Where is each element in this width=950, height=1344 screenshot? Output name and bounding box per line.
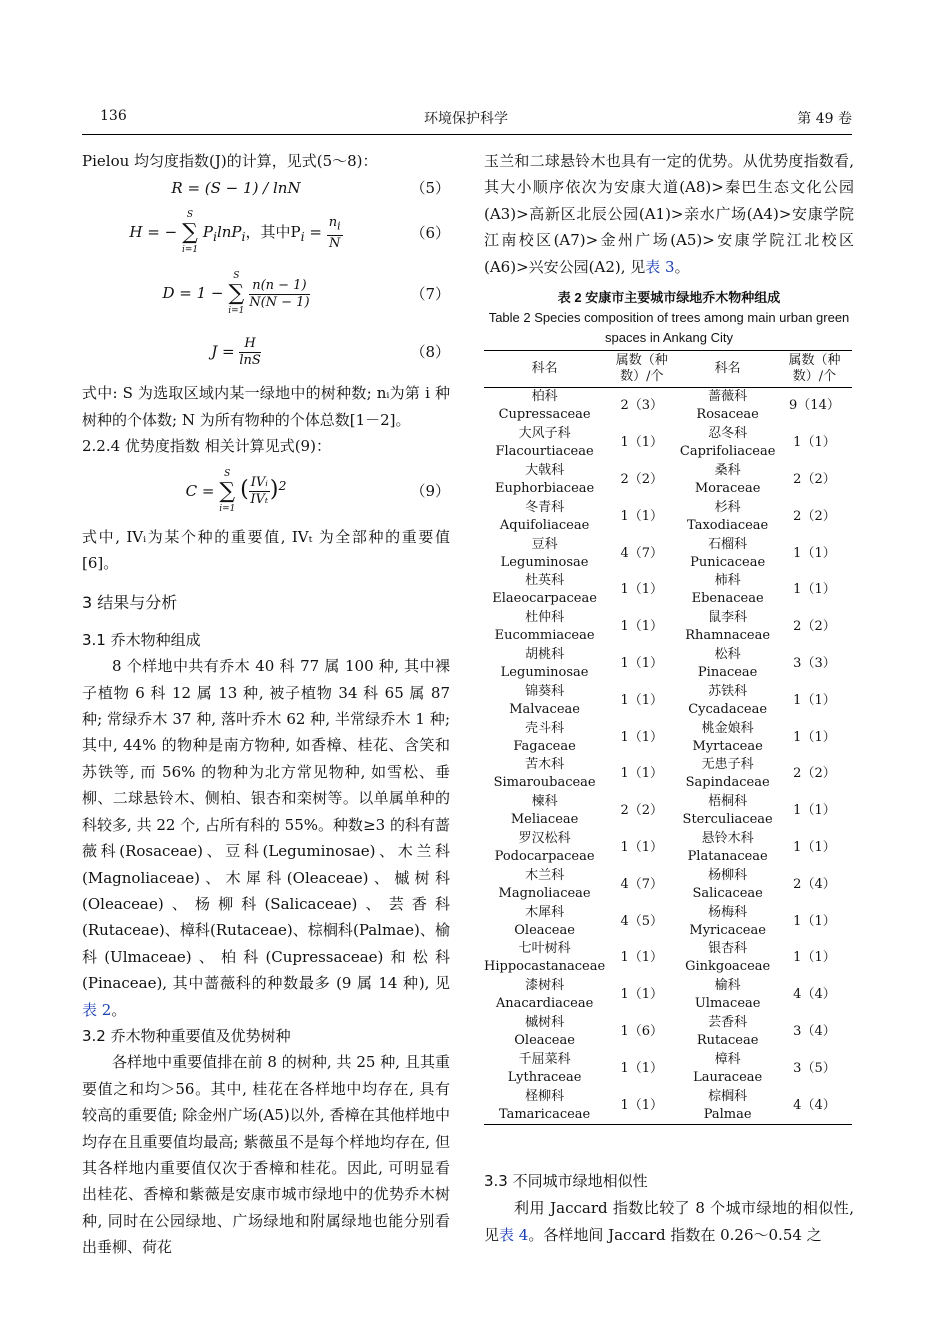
genus-species-count: 1（1）: [620, 950, 664, 966]
family-name: 胡桃科 Leguminosae: [500, 647, 589, 680]
family-name: 豆科 Leguminosae: [500, 536, 589, 570]
page-number: 136: [100, 108, 127, 124]
family-name: 杨柳科 Salicaceae: [692, 867, 763, 901]
genus-species-count: 4（7）: [620, 545, 664, 561]
family-name: 苏铁科 Cycadaceae: [688, 683, 768, 717]
family-name: 七叶树科 Hippocastanaceae: [484, 941, 606, 975]
genus-species-count: 1（1）: [620, 729, 664, 745]
family-name: 壳斗科 Fagaceae: [513, 720, 576, 754]
family-name: 柿科 Ebenaceae: [691, 573, 764, 607]
family-name: 楝科 Meliaceae: [510, 794, 579, 828]
family-name: 木兰科 Magnoliaceae: [498, 867, 591, 901]
genus-species-count: 3（5）: [793, 1060, 836, 1076]
species-table: [484, 350, 852, 1125]
table-row: [484, 682, 852, 719]
genus-species-count: 1（1）: [793, 803, 836, 819]
table-row: [484, 535, 852, 572]
col-header: 科名: [531, 361, 558, 377]
section-3-heading: 3 结果与分析: [82, 593, 178, 613]
genus-species-count: 2（2）: [793, 766, 836, 782]
genus-species-count: 2（3）: [620, 398, 664, 414]
section-3-1-heading: 3.1 乔木物种组成: [82, 630, 201, 649]
intro-text: Pielou 均匀度指数(J)的计算，见式(5～8)：: [82, 152, 378, 170]
genus-species-count: 1（1）: [620, 1097, 664, 1113]
genus-species-count: 1（1）: [620, 619, 664, 635]
family-name: 鼠李科 Rhamnaceae: [685, 610, 771, 644]
equation-7: D = 1 − S ∑ i=1 $\frac{n(n - 1)}{N(N - 1)}$ （7）: [162, 271, 450, 317]
genus-species-count: 1（1）: [620, 1060, 664, 1076]
genus-species-count: 2（4）: [793, 876, 836, 892]
table-row: [484, 498, 852, 535]
genus-species-count: 2（2）: [793, 508, 836, 524]
genus-species-count: 1（1）: [793, 839, 836, 855]
genus-species-count: 3（3）: [793, 656, 836, 671]
section-3-1-text: 8 个样地中共有乔木 40 科 77 属 100 种, 其中裸子植物 6 科 12 属 13 种, 被子植物 34 科 65 属 87 种; 常绿乔木 37 种, 落叶乔木 62 种, 半常绿乔木 1 种; 其中, 44% 的物种是南方物种, 如香樟、桂花、含笑和苏铁等, 而 56% 的物种为北方常见物种, 如雪松、垂柳、二球悬铃木、侧柏、银杏和栾树等。以单属单种的科较多, 共 22 个, 占所有科的 55%。种数≥3 的科有蔷薇科(Rosaceae)、豆科(Leguminosae)、木兰科(Magnoliaceae)、木犀科(Oleaceae)、槭树科(Oleaceae)、杨柳科(Salicaceae)、芸香科(Rutaceae)、樟科(Rutaceae)、棕榈科(Palmae)、榆科(Ulmaceae)、柏科(Cupressaceae)和松科(Pinaceae), 其中蔷薇科的种数最多 (9 属 14 种), 见表 2。: [82, 657, 450, 1019]
genus-species-count: 4（4）: [793, 1097, 836, 1113]
table-row: [484, 646, 852, 683]
family-name: 苦木科 Simaroubaceae: [493, 757, 596, 791]
family-name: 桃金娘科 Myrtaceae: [692, 720, 763, 754]
header-rule: [82, 134, 852, 135]
genus-species-count: 1（1）: [620, 839, 664, 855]
family-name: 芸香科 Rutaceae: [696, 1014, 759, 1048]
genus-species-count: 1（1）: [793, 435, 836, 451]
table-row: [484, 940, 852, 977]
table-row: [484, 388, 852, 425]
equation-6: H = − S ∑ i=1 $P_i\ln P_i$，其中$P_i$ = $\frac{n_i}{N}$ （6）: [129, 210, 450, 256]
family-name: 蔷薇科 Rosaceae: [696, 389, 759, 423]
equation-9: C = S ∑ i=1 ( $\frac{\text{IVᵢ}}{\text{IVₜ}}$ )$^2$ （9）: [185, 468, 450, 514]
genus-species-count: 1（1）: [620, 435, 664, 451]
table-row: [484, 425, 852, 462]
col-header: 属数（种数）/个: [788, 353, 841, 385]
section-3-3-heading: 3.3 不同城市绿地相似性: [484, 1172, 648, 1190]
family-name: 忍冬科 Caprifoliaceae: [679, 426, 776, 460]
table-row: [484, 462, 852, 499]
table-row: [484, 903, 852, 940]
genus-species-count: 1（1）: [620, 987, 664, 1003]
continued-text: 玉兰和二球悬铃木也具有一定的优势。从优势度指数看, 其大小顺序依次为安康大道(A8)>秦巴生态文化公园(A3)>高新区北辰公园(A1)>亲水广场(A4)>安康学院江南校区(A7)>金州广场(A5)>安康学院江北校区(A6)>兴安公园(A2), 见表 3。: [484, 152, 854, 276]
section-3-3: [484, 1168, 854, 1249]
genus-species-count: 4（7）: [620, 876, 664, 892]
table-row: [484, 793, 852, 830]
volume: 第 49 卷: [797, 111, 852, 127]
genus-species-count: 1（1）: [793, 582, 836, 598]
col-header: 属数（种数）/个: [615, 353, 668, 385]
table-row: [484, 609, 852, 646]
right-column: [484, 148, 854, 1125]
family-name: 大戟科 Euphorbiaceae: [494, 463, 595, 497]
col-header: 科名: [714, 361, 741, 377]
family-name: 大风子科 Flacourtiaceae: [495, 426, 594, 460]
definition-2: 式中, IVᵢ为某个种的重要值, IVₜ 为全部种的重要值[6]。: [82, 527, 450, 573]
table-row: [484, 1087, 852, 1124]
section-3-3-text: 利用 Jaccard 指数比较了 8 个城市绿地的相似性, 见表 4。各样地间 Jaccard 指数在 0.26～0.54 之: [484, 1199, 854, 1244]
family-name: 柏科 Cupressaceae: [498, 389, 591, 423]
family-name: 千屈菜科 Lythraceae: [507, 1051, 582, 1085]
family-name: 樟科 Lauraceae: [693, 1051, 763, 1085]
equation-8: J = $\frac{H}{\ln S}$ （8）: [211, 335, 450, 368]
family-name: 杉科 Taxodiaceae: [687, 499, 769, 533]
genus-species-count: 1（1）: [620, 656, 664, 671]
table-row: [484, 719, 852, 756]
table-row: [484, 572, 852, 609]
genus-species-count: 1（1）: [620, 508, 664, 524]
table-row: [484, 1014, 852, 1051]
genus-species-count: 9（14）: [789, 398, 840, 414]
family-name: 漆树科 Anacardiaceae: [495, 978, 594, 1012]
genus-species-count: 2（2）: [620, 803, 664, 819]
journal-name: 环境保护科学: [424, 111, 508, 127]
table-row: [484, 830, 852, 867]
table-caption: 表 2 安康市主要城市绿地乔木物种组成 Table 2 Species composition of trees among main urban green spaces in Ankang City: [488, 290, 850, 346]
genus-species-count: 1（1）: [793, 692, 836, 708]
table-row: [484, 1050, 852, 1087]
table4-link[interactable]: 表 4: [499, 1226, 529, 1244]
family-name: 木犀科 Oleaceae: [514, 904, 575, 938]
family-name: 杜英科 Elaeocarpaceae: [492, 573, 597, 607]
family-name: 石榴科 Punicaceae: [690, 536, 766, 570]
family-name: 无患子科 Sapindaceae: [685, 757, 770, 791]
genus-species-count: 2（2）: [793, 619, 836, 635]
genus-species-count: 4（4）: [793, 987, 836, 1003]
genus-species-count: 1（1）: [620, 692, 664, 708]
table3-link[interactable]: 表 3: [645, 257, 675, 276]
genus-species-count: 3（4）: [793, 1023, 836, 1039]
section-3-2-heading: 3.2 乔木物种重要值及优势树种: [82, 1026, 291, 1045]
family-name: 梧桐科 Sterculiaceae: [682, 794, 773, 828]
table-row: [484, 756, 852, 793]
genus-species-count: 1（1）: [793, 950, 836, 966]
genus-species-count: 2（2）: [793, 472, 836, 488]
family-name: 棕榈科 Palmae: [703, 1088, 752, 1122]
family-name: 槭树科 Oleaceae: [514, 1014, 575, 1048]
left-column: [82, 148, 450, 1261]
genus-species-count: 1（1）: [793, 545, 836, 561]
family-name: 杜仲科 Eucommiaceae: [494, 610, 595, 644]
section-3-2-text: 各样地中重要值排在前 8 的树种, 共 25 种, 且其重要值之和均＞56。其中, 桂花在各样地中均存在, 具有较高的重要值; 除金州广场(A5)以外, 香樟在其他样地中均存在且重要值均最高; 紫薇虽不是每个样地均存在, 但其各样地内重要值仅次于香樟和桂花。因此, 可明显看出桂花、香樟和紫薇是安康市城市绿地中的优势乔木树种, 同时在公园绿地、广场绿地和附属绿地也能分别看出垂柳、荷花: [82, 1053, 450, 1257]
section-2-2-4: 2.2.4 优势度指数 相关计算见式(9)：: [82, 437, 331, 456]
genus-species-count: 1（1）: [620, 766, 664, 782]
table-row: [484, 866, 852, 903]
genus-species-count: 4（5）: [620, 913, 664, 929]
family-name: 悬铃木科 Platanaceae: [687, 830, 768, 864]
family-name: 锦葵科 Malvaceae: [509, 683, 580, 717]
family-name: 松科 Pinaceae: [697, 647, 758, 680]
table-row: [484, 977, 852, 1014]
family-name: 罗汉松科 Podocarpaceae: [494, 830, 595, 864]
family-name: 柽柳科 Tamaricaceae: [498, 1088, 591, 1122]
family-name: 银杏科 Ginkgoaceae: [685, 941, 771, 975]
genus-species-count: 2（2）: [620, 472, 664, 488]
table2-link[interactable]: 表 2: [82, 1000, 112, 1019]
genus-species-count: 1（1）: [793, 729, 836, 745]
genus-species-count: 1（1）: [620, 582, 664, 598]
genus-species-count: 1（6）: [620, 1023, 664, 1039]
genus-species-count: 1（1）: [793, 913, 836, 929]
family-name: 榆科 Ulmaceae: [694, 978, 761, 1012]
family-name: 冬青科 Aquifoliaceae: [499, 499, 590, 533]
family-name: 杨梅科 Myricaceae: [689, 904, 766, 938]
equation-5: R = (S − 1) / lnN （5）: [171, 179, 450, 198]
family-name: 桑科 Moraceae: [694, 463, 761, 497]
definition-1: 式中: S 为选取区域内某一绿地中的树种数; nᵢ为第 i 种树种的个体数; N 为所有物种的个体总数[1－2]。: [82, 384, 450, 429]
